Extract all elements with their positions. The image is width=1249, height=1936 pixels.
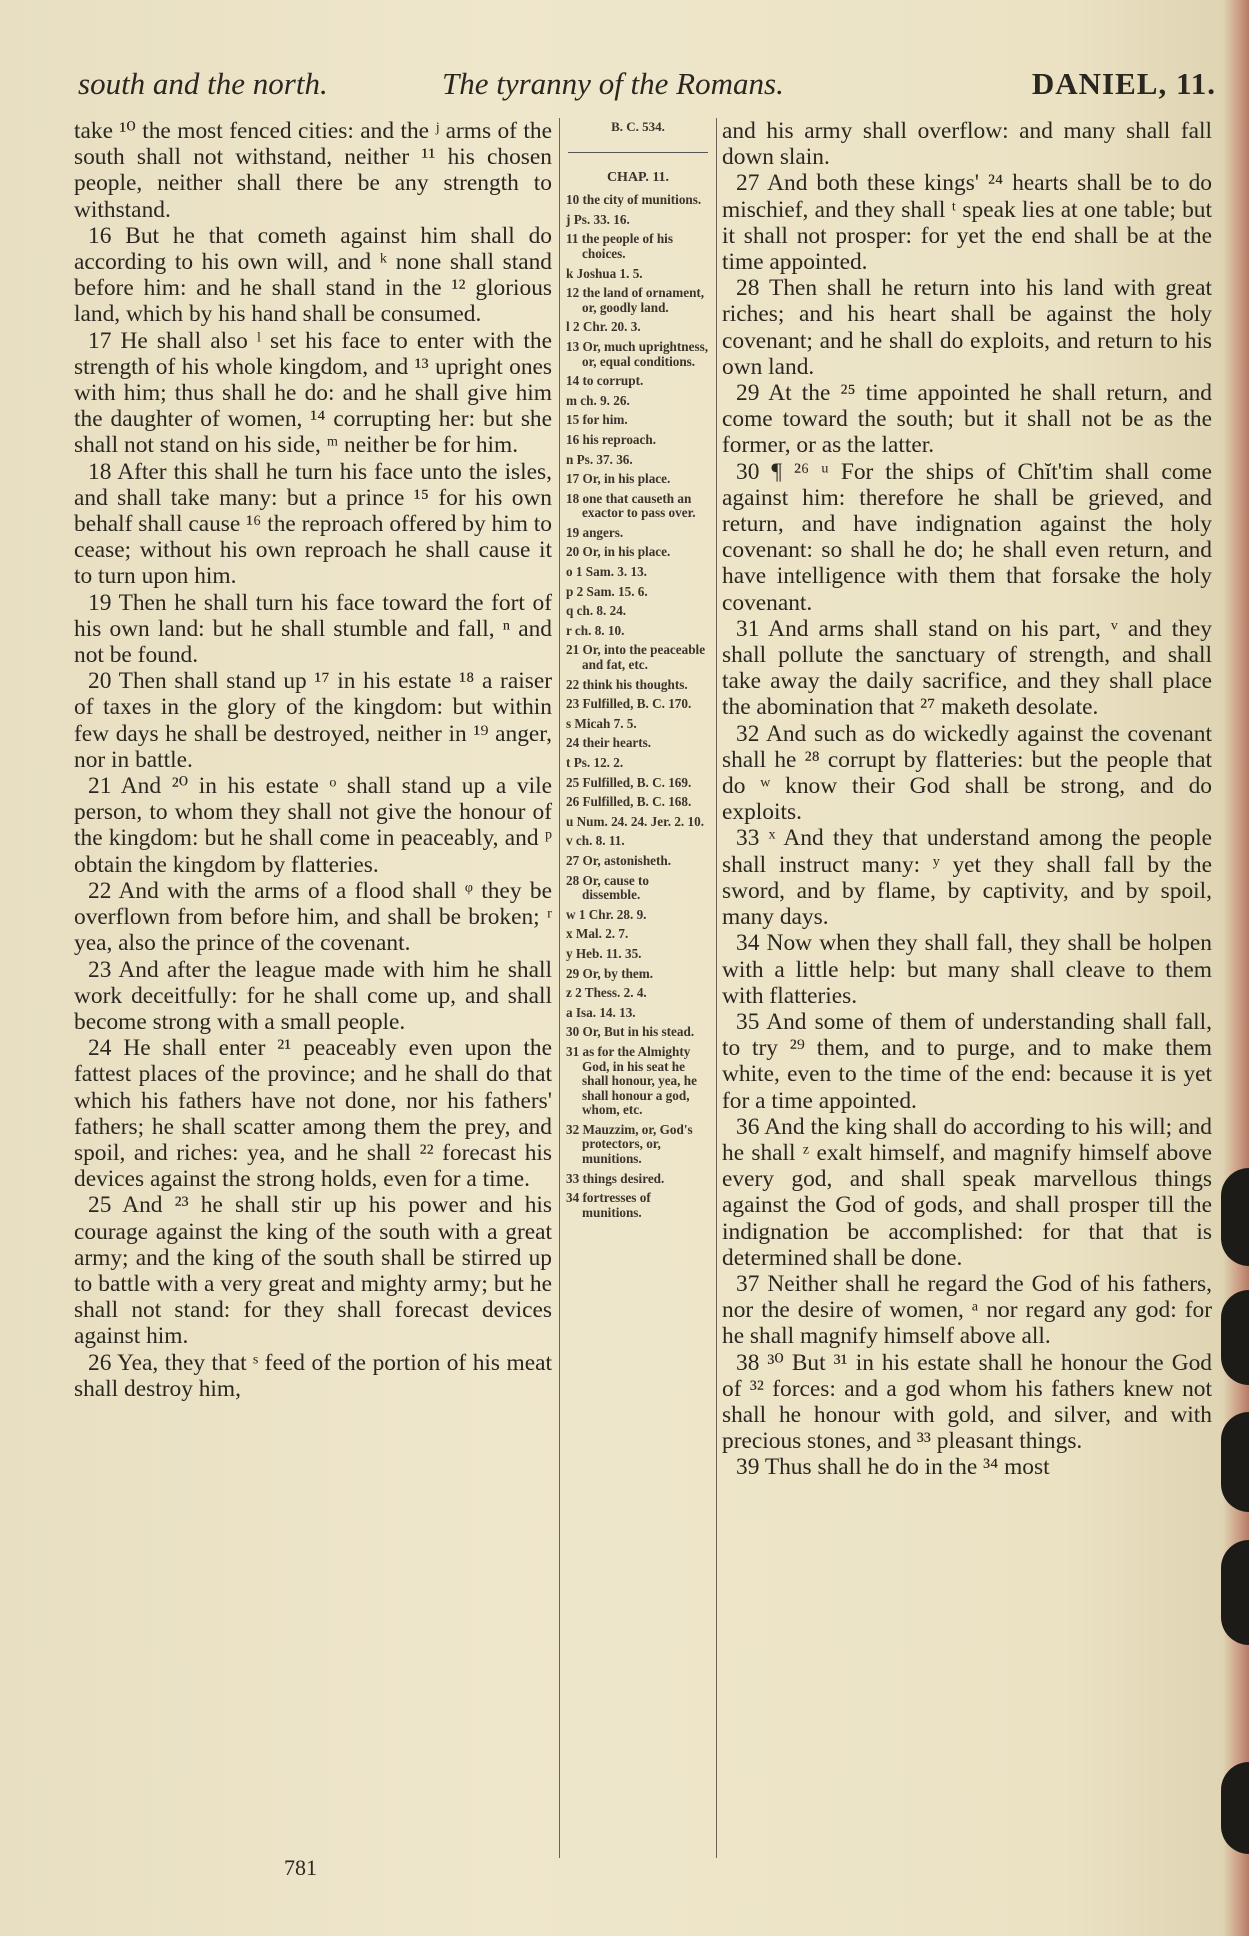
verse-paragraph: 32 And such as do wickedly against the covenant shall he ²⁸ corrupt by flatteries: but the people that do ʷ know their God shall be strong, and do exploits. (722, 720, 1212, 826)
margin-reference: 15 for him. (566, 412, 628, 428)
thumb-index-tab[interactable] (1221, 1540, 1249, 1645)
margin-reference: z 2 Thess. 2. 4. (566, 985, 647, 1001)
margin-reference: 16 his reproach. (566, 431, 657, 447)
margin-reference: 24 their hearts. (566, 735, 652, 751)
verse-paragraph: 28 Then shall he return into his land with great riches; and his heart shall be against the holy covenant; and he shall do exploits, and return to his own land. (722, 275, 1212, 380)
verse-paragraph: 30 ¶ ²⁶ ᵘ For the ships of Chĭt'tim shall come against him: therefore he shall be grieved, and return, and have indignation against the holy covenant: so shall he do; he shall even return, and have intelligence with them that forsake the holy covenant. (722, 458, 1212, 616)
column-rule-left (559, 118, 560, 1858)
verse-paragraph: and his army shall overflow: and many shall fall down slain. (722, 118, 1212, 171)
margin-date: B. C. 534. (611, 119, 665, 134)
margin-reference: 23 Fulfilled, B. C. 170. (566, 696, 692, 712)
verse-paragraph: 34 Now when they shall fall, they shall be holpen with a little help: but many shall cleave to them with flatteries. (722, 930, 1212, 1009)
verse-paragraph: 25 And ²³ he shall stir up his power and his courage against the king of the south with a great army; and the king of the south shall be stirred up to battle with a very great and mighty army; but he shall not stand: for they shall forecast devices against him. (74, 1192, 552, 1350)
column-rule-right (716, 118, 717, 1858)
header-book-chapter: DANIEL, 11. (1031, 66, 1216, 101)
verse-paragraph: 27 And both these kings' ²⁴ hearts shall be to do mischief, and they shall ᵗ speak lies at one table; but it shall not prosper: for yet the end shall be at the time appointed. (722, 170, 1212, 276)
margin-reference: 25 Fulfilled, B. C. 169. (566, 774, 692, 790)
verse-paragraph: 31 And arms shall stand on his part, ᵛ and they shall pollute the sanctuary of strength, and shall take away the daily sacrifice, and they shall place the abomination that ²⁷ maketh desolate. (722, 615, 1212, 721)
verse-paragraph: 39 Thus shall he do in the ³⁴ most (736, 1454, 1050, 1481)
margin-reference: s Micah 7. 5. (566, 715, 637, 731)
verse-paragraph: 35 And some of them of understanding shall fall, to try ²⁹ them, and to purge, and to make them white, even to the time of the end: because it is yet for a time appointed. (722, 1008, 1212, 1114)
margin-reference: 21 Or, into the peaceable and fat, etc. (566, 642, 706, 673)
running-header (78, 66, 1220, 116)
verse-paragraph: 37 Neither shall he regard the God of his fathers, nor the desire of women, ᵃ nor regard any god: for he shall magnify himself above all. (722, 1270, 1212, 1350)
verse-paragraph: 17 He shall also ˡ set his face to enter with the strength of his whole kingdom, and ¹³ upright ones with him; thus shall he do: and he shall give him the daughter of women, ¹⁴ corrupting her: but she shall not stand on his side, ᵐ neither be for him. (74, 327, 552, 459)
margin-reference: 18 one that causeth an exactor to pass over. (566, 490, 696, 521)
verse-paragraph: 19 Then he shall turn his face toward the fort of his own land: but he shall stumble and fall, ⁿ and not be found. (74, 589, 552, 669)
margin-reference: 13 Or, much uprightness, or, equal conditions. (566, 338, 709, 369)
margin-reference: a Isa. 14. 13. (566, 1004, 636, 1020)
thumb-index-tab[interactable] (1221, 1762, 1249, 1854)
margin-reference: x Mal. 2. 7. (566, 926, 629, 942)
margin-reference: 31 as for the Almighty God, in his seat he shall honour, yea, he shall honour a god, whom, etc. (566, 1043, 697, 1118)
margin-reference: o 1 Sam. 3. 13. (566, 564, 647, 580)
thumb-index-tab[interactable] (1221, 1290, 1249, 1385)
margin-reference: 12 the land of ornament, or, goodly land. (566, 285, 705, 315)
margin-reference: j Ps. 33. 16. (566, 211, 630, 227)
margin-reference: 10 the city of munitions. (566, 192, 702, 208)
margin-reference: q ch. 8. 24. (566, 603, 627, 619)
margin-reference: 26 Fulfilled, B. C. 168. (566, 794, 692, 810)
margin-reference: w 1 Chr. 28. 9. (566, 906, 647, 922)
thumb-index-tab[interactable] (1221, 1412, 1249, 1512)
margin-reference: y Heb. 11. 35. (566, 945, 642, 961)
margin-reference: r ch. 8. 10. (566, 622, 625, 638)
right-text-column (722, 118, 1212, 1481)
margin-reference: 30 Or, But in his stead. (566, 1024, 695, 1040)
marginal-references (566, 118, 710, 1225)
margin-reference: v ch. 8. 11. (566, 833, 625, 849)
verse-paragraph: 36 And the king shall do according to his will; and he shall ᶻ exalt himself, and magnify himself above every god, and shall speak marvellous things against the God of gods, and shall prosper till the indignation be accomplished: for that that is determined shall be done. (722, 1113, 1212, 1271)
header-left: south and the north. (78, 66, 328, 101)
margin-reference: 33 things desired. (566, 1170, 665, 1186)
margin-reference: 11 the people of his choices. (566, 231, 673, 261)
margin-reference: 19 angers. (566, 524, 624, 540)
margin-reference: 27 Or, astonisheth. (566, 852, 672, 868)
margin-reference: l 2 Chr. 20. 3. (566, 319, 641, 335)
thumb-index-tab[interactable] (1221, 1168, 1249, 1266)
margin-reference: p 2 Sam. 15. 6. (566, 583, 648, 599)
margin-reference: 34 fortresses of munitions. (566, 1190, 651, 1220)
margin-reference: k Joshua 1. 5. (566, 265, 643, 281)
page-number: 781 (284, 1855, 317, 1880)
verse-paragraph: 18 After this shall he turn his face unto the isles, and shall take many: but a prince ¹⁵ for his own behalf shall cause ¹⁶ the reproach offered by him to cease; without his own reproach he shall cause it to turn upon him. (74, 458, 552, 590)
verse-paragraph: 38 ³⁰ But ³¹ in his estate shall he honour the God of ³² forces: and a god whom his fathers knew not shall he honour with gold, and silver, and with precious stones, and ³³ pleasant things. (722, 1349, 1212, 1455)
margin-reference: u Num. 24. 24. Jer. 2. 10. (566, 813, 704, 829)
margin-reference: m ch. 9. 26. (566, 392, 630, 408)
margin-reference: t Ps. 12. 2. (566, 755, 624, 770)
verse-paragraph: 33 ˣ And they that understand among the people shall instruct many: ʸ yet they shall fall by the sword, and by flame, by captivity, and by spoil, many days. (722, 825, 1212, 931)
margin-reference: 17 Or, in his place. (566, 471, 671, 487)
margin-reference: 29 Or, by them. (566, 965, 654, 981)
verse-paragraph: 24 He shall enter ²¹ peaceably even upon the fattest places of the province; and he shall do that which his fathers have not done, nor his fathers' fathers; he shall scatter among them the prey, and spoil, and riches: yea, and he shall ²² forecast his devices against the strong holds, even for a time. (74, 1035, 552, 1193)
verse-paragraph: 16 But he that cometh against him shall do according to his own will, and ᵏ none shall stand before him: and he shall stand in the ¹² glorious land, which by his hand shall be consumed. (74, 222, 552, 328)
verse-paragraph: 26 Yea, they that ˢ feed of the portion of his meat shall destroy him, (74, 1349, 552, 1402)
verse-paragraph: 21 And ²⁰ in his estate ᵒ shall stand up a vile person, to whom they shall not give the honour of the kingdom: but he shall come in peaceably, and ᵖ obtain the kingdom by flatteries. (74, 773, 552, 878)
verse-paragraph: 22 And with the arms of a flood shall ᵠ they be overflown from before him, and shall be broken; ʳ yea, also the prince of the covenant. (74, 877, 552, 957)
margin-reference: 20 Or, in his place. (566, 544, 671, 560)
margin-reference: 22 think his thoughts. (566, 676, 688, 692)
page-edge (1223, 0, 1249, 1936)
chapter-label: CHAP. 11. (606, 169, 670, 185)
margin-reference: 28 Or, cause to dissemble. (566, 872, 650, 903)
verse-paragraph: 20 Then shall stand up ¹⁷ in his estate ¹⁸ a raiser of taxes in the glory of the kingdom: but within few days he shall be destroyed, neither in ¹⁹ anger, nor in battle. (74, 668, 552, 773)
left-text-column (74, 118, 552, 1402)
verse-paragraph: 29 At the ²⁵ time appointed he shall return, and come toward the south; but it shall not be as the former, or as the latter. (722, 380, 1212, 459)
verse-paragraph: 23 And after the league made with him he shall work deceitfully: for he shall come up, and shall become strong with a small people. (74, 956, 552, 1035)
margin-reference: 32 Mauzzim, or, God's protectors, or, munitions. (566, 1121, 693, 1167)
verse-paragraph: take ¹⁰ the most fenced cities: and the ʲ arms of the south shall not withstand, neither ¹¹ his chosen people, neither shall there be any strength to withstand. (74, 118, 552, 223)
reference-list (566, 193, 710, 1220)
header-middle: The tyranny of the Romans. (442, 66, 784, 101)
margin-reference: n Ps. 37. 36. (566, 451, 633, 467)
margin-reference: 14 to corrupt. (566, 373, 644, 389)
